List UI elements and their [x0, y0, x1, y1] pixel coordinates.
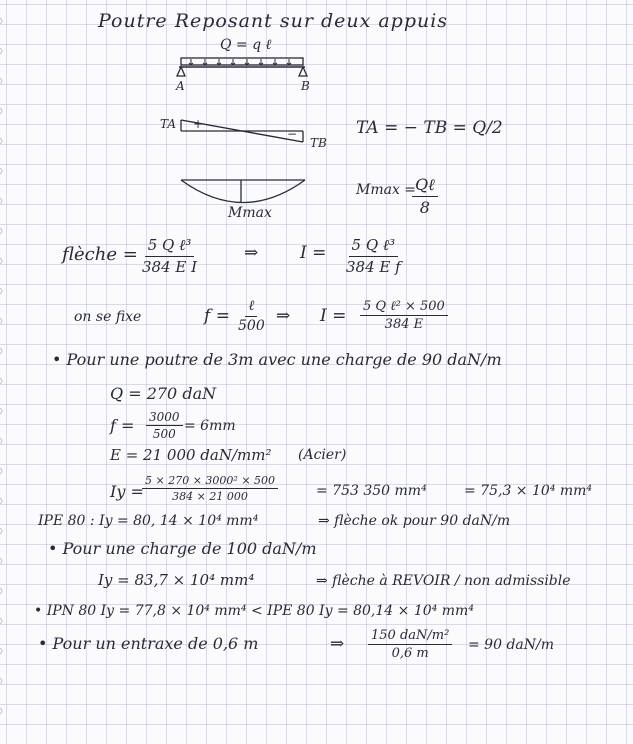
shear-formula: TA = − TB = Q/2: [356, 118, 503, 138]
fixe-f-fraction: [238, 298, 265, 334]
moment-lhs: Mmax =: [356, 182, 417, 198]
moment-fraction: [412, 175, 438, 217]
shear-plus-sign: +: [193, 117, 204, 131]
case1-iy-fraction: [142, 474, 278, 503]
case1-iy-denominator: 384 × 21 000: [172, 490, 248, 503]
beam-diagram: [177, 58, 307, 76]
case1-ipe-conclusion: ⇒ flèche ok pour 90 daN/m: [318, 513, 511, 529]
case4-denominator: 0,6 m: [391, 646, 429, 661]
shear-ta-label: TA: [160, 117, 177, 131]
case1-ipe: IPE 80 : Iy = 80, 14 × 10⁴ mm⁴: [38, 513, 259, 529]
support-a-triangle: [177, 67, 185, 76]
case4-text: • Pour un entraxe de 0,6 m: [38, 634, 259, 653]
case2-iy: Iy = 83,7 × 10⁴ mm⁴: [98, 571, 255, 589]
case1-acier: (Acier): [298, 447, 347, 463]
fleche-i-lhs: I =: [300, 243, 327, 263]
case4-arrow: ⇒: [330, 634, 345, 654]
fleche-arrow: ⇒: [244, 243, 259, 263]
case4-result: = 90 daN/m: [468, 637, 554, 653]
fleche-denominator: 384 E I: [142, 258, 198, 276]
fleche-lhs: flèche =: [62, 244, 138, 265]
case1-iy-numerator: 5 × 270 × 3000² × 500: [142, 474, 278, 489]
shear-tb-label: TB: [310, 136, 327, 150]
case1-iy-result1: = 753 350 mm⁴: [316, 483, 427, 499]
fixe-i-lhs: I =: [320, 306, 347, 326]
fleche-i-numerator: 5 Q ℓ³: [349, 236, 399, 257]
support-a-label: A: [176, 79, 185, 93]
case1-heading: • Pour une poutre de 3m avec une charge de 90 daN/m: [52, 350, 502, 369]
moment-denominator: 8: [419, 198, 430, 217]
support-b-label: B: [301, 79, 310, 93]
case1-q: Q = 270 daN: [110, 384, 217, 403]
fixe-f-denominator: 500: [238, 318, 265, 334]
case4-fraction: [368, 628, 452, 661]
fixe-i-numerator: 5 Q ℓ² × 500: [360, 298, 448, 316]
shear-minus-sign: −: [287, 127, 298, 141]
case1-e: E = 21 000 daN/mm²: [110, 446, 272, 464]
case1-f-numerator: 3000: [146, 410, 183, 426]
fleche-fraction: [142, 236, 197, 276]
case1-f-result: = 6mm: [184, 418, 236, 434]
load-label: Q = q ℓ: [220, 37, 272, 53]
case1-iy-lhs: Iy =: [110, 482, 144, 501]
case1-f-fraction: [146, 410, 183, 441]
moment-diagram: [181, 180, 305, 203]
load-arrows: [189, 59, 291, 65]
case1-f-denominator: 500: [152, 427, 176, 441]
fleche-i-fraction: [346, 236, 401, 276]
load-band: [181, 58, 303, 65]
moment-mmax-label: Mmax: [228, 205, 272, 221]
fixe-i-denominator: 384 E: [384, 317, 424, 332]
binding-holes: [0, 18, 2, 714]
fleche-i-denominator: 384 E f: [346, 258, 401, 276]
case3-text: • IPN 80 Iy = 77,8 × 10⁴ mm⁴ < IPE 80 Iy = 80,14 × 10⁴ mm⁴: [34, 603, 474, 619]
moment-numerator: Qℓ: [412, 175, 438, 197]
case4-numerator: 150 daN/m²: [368, 628, 452, 645]
fixe-arrow: ⇒: [276, 306, 291, 326]
case1-iy-result2: = 75,3 × 10⁴ mm⁴: [464, 483, 593, 499]
fixe-text: on se fixe: [74, 309, 142, 325]
case2-heading: • Pour une charge de 100 daN/m: [48, 539, 317, 558]
case2-conclusion: ⇒ flèche à REVOIR / non admissible: [316, 573, 571, 589]
case1-f-lhs: f =: [110, 416, 135, 435]
page-title: Poutre Reposant sur deux appuis: [98, 10, 449, 32]
fixe-i-fraction: [360, 298, 448, 332]
fixe-f-numerator: ℓ: [245, 298, 257, 317]
fixe-f-lhs: f =: [204, 306, 230, 326]
support-b-triangle: [299, 67, 307, 76]
fleche-numerator: 5 Q ℓ³: [145, 236, 195, 257]
